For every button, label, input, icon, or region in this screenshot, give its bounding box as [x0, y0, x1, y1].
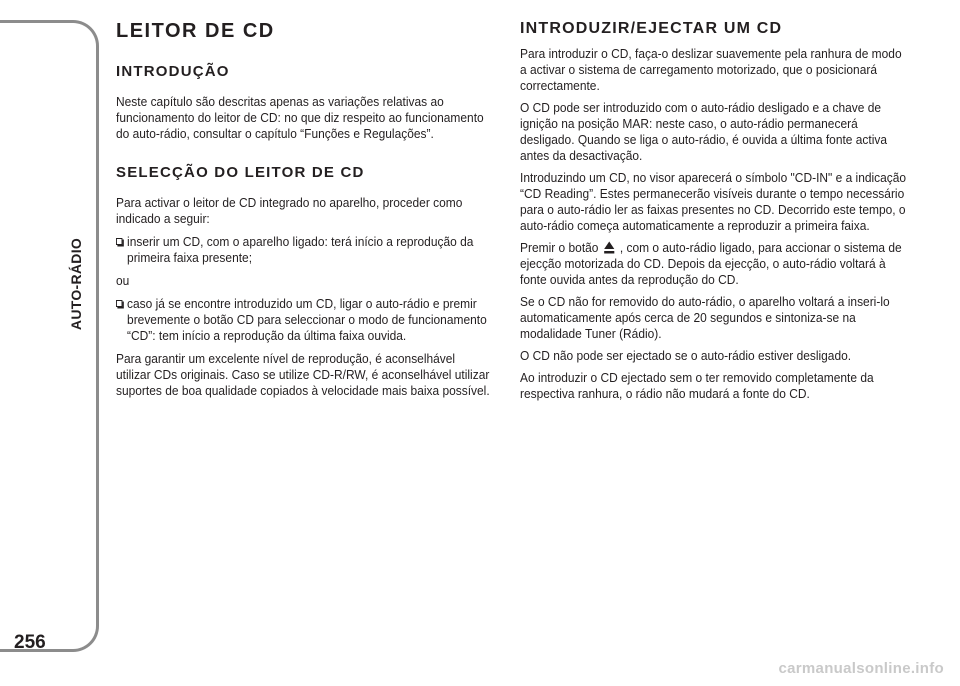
eject-text-before: Premir o botão: [520, 240, 599, 255]
auto-reinsert-paragraph: Se o CD não for removido do auto-rádio, o aparelho voltará a inseri-lo automaticamente após cerca de 20 segundos e sintoniza-se na modalidade Tuner (Rádio).: [520, 294, 890, 341]
bullet-insert-cd-text: inserir um CD, com o aparelho ligado: terá início a reprodução da primeira faixa presente;: [127, 234, 474, 265]
page-side-tab: [0, 20, 99, 652]
checkbox-bullet-icon: [116, 238, 122, 245]
page-number: 256: [14, 632, 46, 653]
insert-paragraph: Para introduzir o CD, faça-o deslizar suavemente pela ranhura de modo a activar o sistema de carregamento motorizado, que o posicionará correctamente.: [520, 46, 902, 93]
eject-icon: [604, 241, 615, 254]
selection-heading: SELECÇÃO DO LEITOR DE CD: [116, 164, 365, 181]
checkbox-bullet-icon: [116, 300, 122, 307]
watermark: carmanualsonline.info: [778, 660, 944, 677]
bullet-cd-present-text: caso já se encontre introduzido um CD, ligar o auto-rádio e premir brevemente o botão CD para seleccionar o modo de funcionamento “CD”: tem início a reprodução da última faixa ouvida.: [127, 296, 487, 343]
eject-text-after: , com o auto-rádio ligado, para accionar o sistema de ejecção motorizada do CD. Depois da ejecção, o auto-rádio voltará à fonte ouvida antes da reprodução do CD.: [520, 240, 902, 287]
bullet-cd-present: [116, 296, 492, 344]
or-text: ou: [116, 273, 130, 288]
section-side-label: AUTO-RÁDIO: [68, 237, 84, 331]
intro-paragraph: Neste capítulo são descritas apenas as variações relativas ao funcionamento do leitor de CD: no que diz respeito ao funcionamento do auto-rádio, consultar o capítulo “Funções e Regulações”.: [116, 94, 484, 141]
ignition-paragraph: O CD pode ser introduzido com o auto-rádio desligado e a chave de ignição na posição MAR: neste caso, o auto-rádio permanecerá desligado. Quando se liga o auto-rádio, é ouvida a última fonte activa antes da desactivação.: [520, 100, 888, 163]
right-column: [520, 20, 912, 408]
selection-paragraph: Para activar o leitor de CD integrado no aparelho, proceder como indicado a seguir:: [116, 195, 463, 226]
partial-eject-paragraph: Ao introduzir o CD ejectado sem o ter removido completamente da respectiva ranhura, o rádio não mudará a fonte do CD.: [520, 370, 874, 401]
intro-heading: INTRODUÇÃO: [116, 63, 230, 80]
insert-eject-heading: INTRODUZIR/EJECTAR UM CD: [520, 20, 783, 37]
quality-paragraph: Para garantir um excelente nível de reprodução, é aconselhável utilizar CDs originais. Caso se utilize CD-R/RW, é aconselhável utilizar suportes de boa qualidade copiados à velocidade mais baixa possível.: [116, 351, 490, 398]
eject-paragraph: [520, 240, 909, 288]
left-column: [116, 20, 494, 406]
page-title: LEITOR DE CD: [116, 20, 275, 42]
bullet-insert-cd: [116, 234, 492, 266]
eject-off-paragraph: O CD não pode ser ejectado se o auto-rádio estiver desligado.: [520, 348, 852, 363]
cd-in-paragraph: Introduzindo um CD, no visor aparecerá o símbolo "CD-IN" e a indicação “CD Reading”. Estes permanecerão visíveis durante o tempo necessário para o auto-rádio ler as faixas presentes no CD. Decorrido este tempo, o auto-rádio começa automaticamente a reproduzir a primeira faixa.: [520, 170, 907, 233]
